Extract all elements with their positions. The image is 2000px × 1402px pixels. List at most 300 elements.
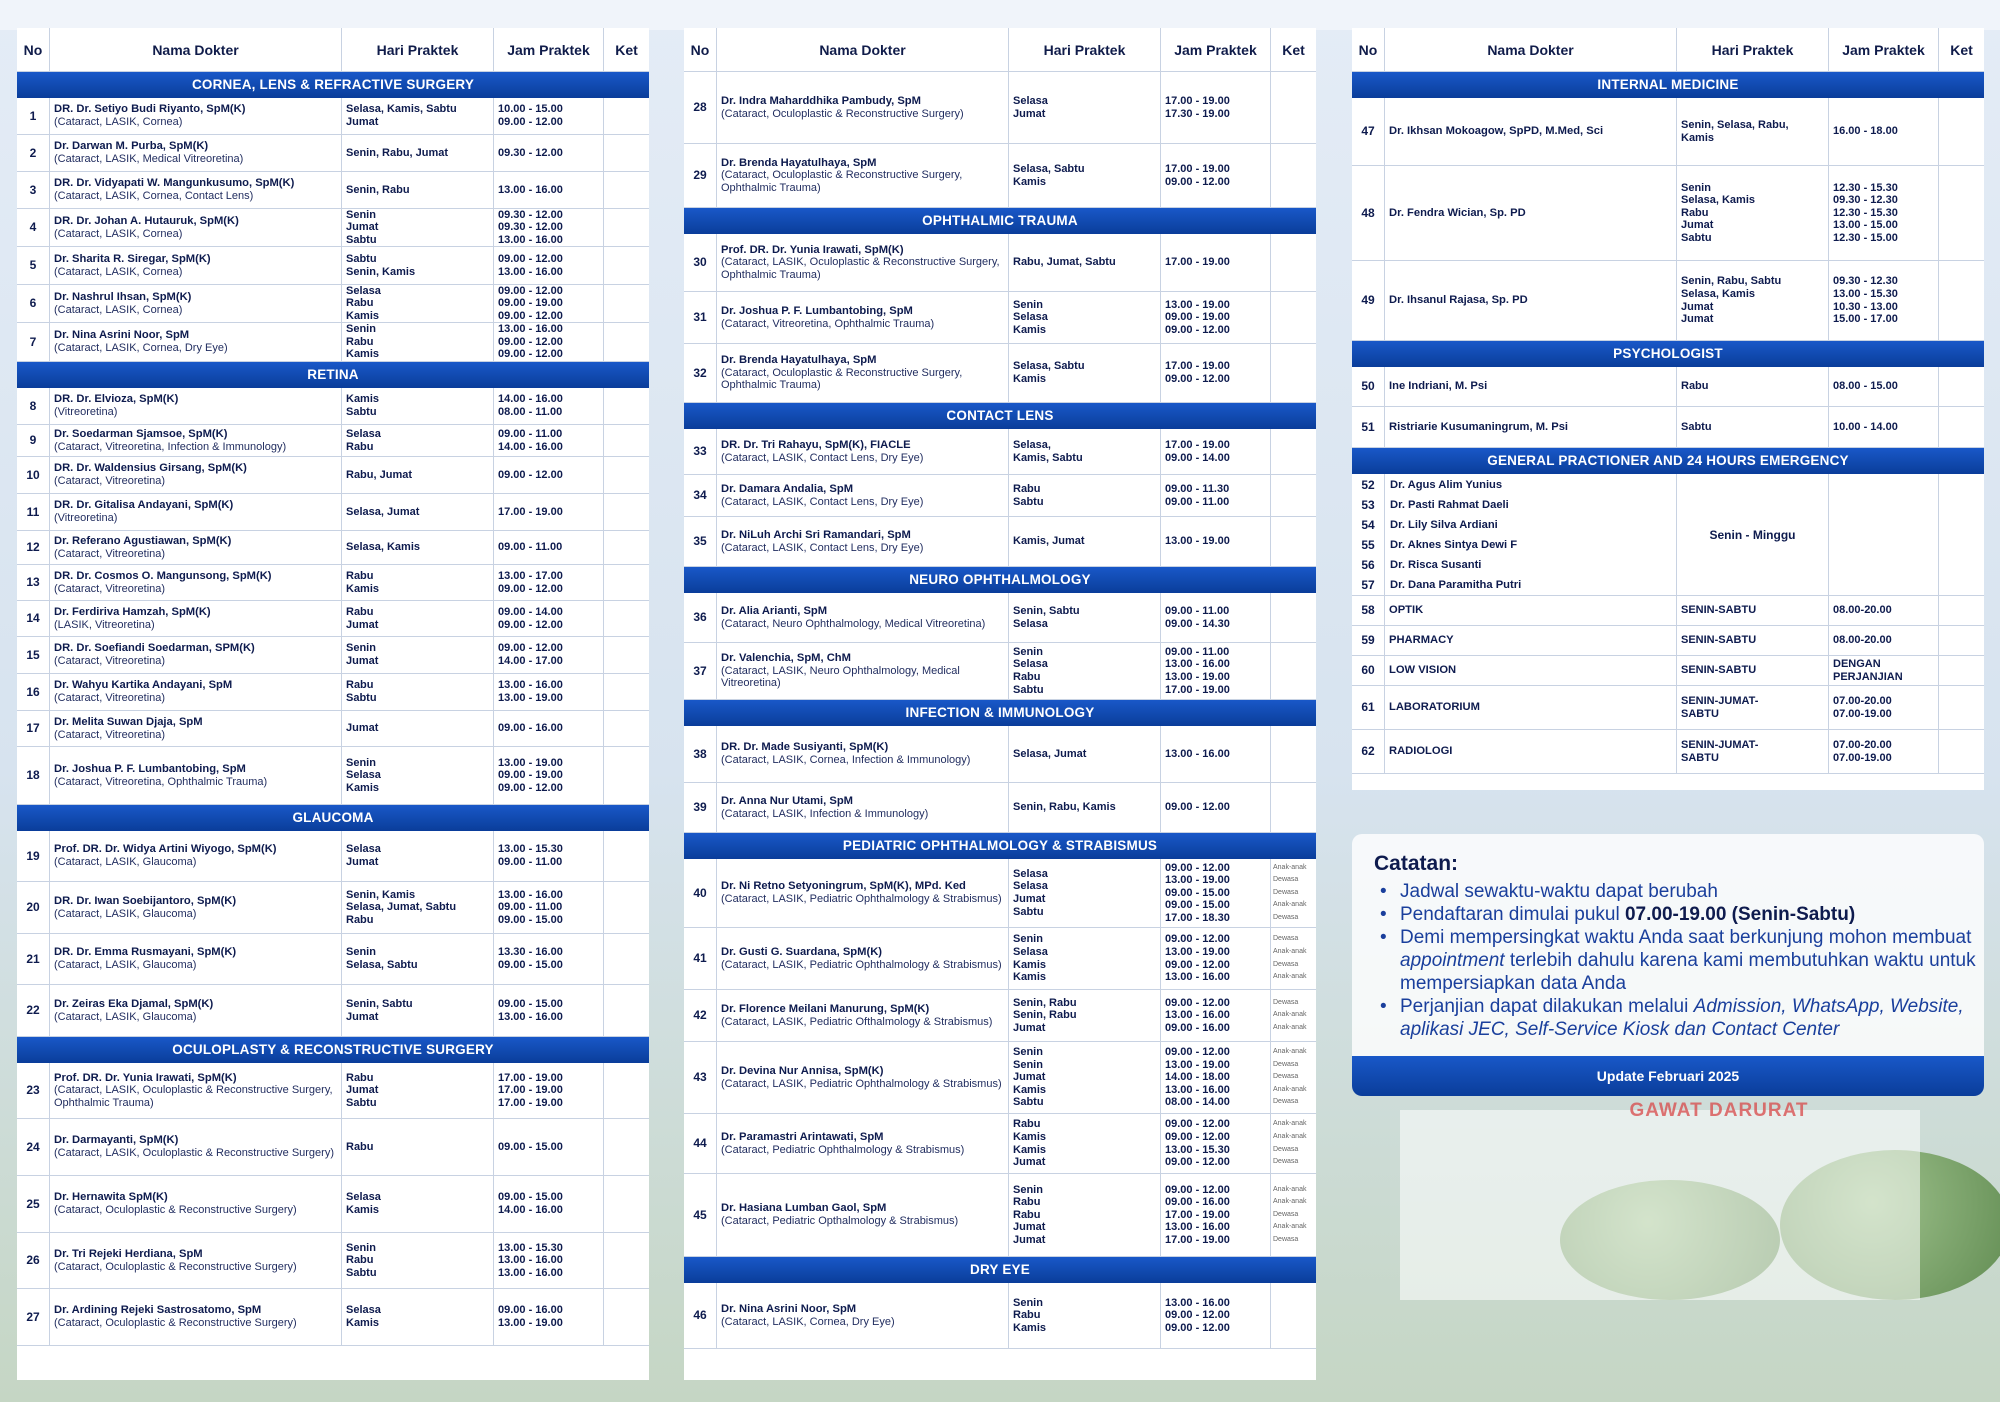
practice-day: Kamis bbox=[346, 1204, 380, 1216]
practice-day: Sabtu bbox=[346, 1266, 377, 1279]
practice-day: Jumat bbox=[1013, 1156, 1046, 1169]
doctor-cell bbox=[50, 531, 342, 564]
note-item bbox=[1374, 880, 1984, 903]
practice-days bbox=[342, 135, 494, 171]
practice-day: Rabu bbox=[346, 569, 374, 582]
note-cell bbox=[604, 882, 649, 933]
practice-day: Kamis bbox=[1013, 971, 1047, 984]
practice-days bbox=[1009, 783, 1161, 832]
doctor-cell bbox=[50, 565, 342, 600]
table-row bbox=[684, 859, 1316, 928]
practice-hour: 17.00 - 18.30 bbox=[1165, 911, 1230, 924]
doctor-cell bbox=[50, 457, 342, 493]
practice-hour: 09.00 - 11.00 bbox=[498, 856, 563, 868]
row-number: 52 bbox=[1361, 477, 1375, 492]
note-cell bbox=[604, 1119, 649, 1175]
table-row bbox=[17, 531, 649, 565]
practice-hour: 13.00 - 16.00 bbox=[1165, 1083, 1230, 1096]
table-row bbox=[684, 783, 1316, 833]
practice-day: Sabtu bbox=[1681, 231, 1712, 244]
practice-hour: 09.00 - 12.00 bbox=[1165, 1156, 1230, 1169]
practice-hour: 09.00 - 15.00 bbox=[498, 959, 563, 971]
practice-day: Jumat bbox=[1681, 313, 1714, 326]
row-number: 28 bbox=[684, 72, 717, 143]
doctor-name: Dr. Lily Silva Ardiani bbox=[1390, 518, 1498, 531]
patient-type: Dewasa bbox=[1273, 888, 1299, 896]
practice-day: Selasa, Jumat bbox=[346, 505, 420, 518]
doctor-cell bbox=[717, 429, 1009, 474]
practice-hours bbox=[1161, 1174, 1271, 1256]
doctor-cell bbox=[50, 247, 342, 284]
practice-hour: 17.00 - 19.00 bbox=[1165, 1233, 1230, 1246]
practice-hours bbox=[494, 1063, 604, 1118]
doctor-cell bbox=[50, 674, 342, 710]
practice-hour: 13.00 - 17.00 bbox=[498, 569, 563, 582]
practice-day: Jumat bbox=[346, 221, 379, 234]
doctor-name: DR. Dr. Emma Rusmayani, SpM(K) bbox=[54, 946, 237, 959]
doctor-name: Prof. DR. Dr. Yunia Irawati, SpM(K) bbox=[54, 1071, 237, 1084]
patient-type: Anak-anak bbox=[1273, 1011, 1307, 1019]
patient-type: Anak-anak bbox=[1273, 1198, 1307, 1206]
table-row bbox=[684, 928, 1316, 990]
practice-hour: 13.00 - 16.00 bbox=[498, 1010, 563, 1023]
doctor-specialty: (Cataract, LASIK, Glaucoma) bbox=[54, 907, 197, 920]
section-header: NEURO OPHTHALMOLOGY bbox=[684, 567, 1316, 593]
doctor-cell bbox=[717, 783, 1009, 832]
practice-day: Kamis bbox=[1013, 1321, 1047, 1334]
doctor-cell bbox=[717, 990, 1009, 1041]
doctor-name: Dr. Nina Asrini Noor, SpM bbox=[721, 1302, 857, 1315]
practice-day: Senin bbox=[1013, 1058, 1043, 1071]
doctor-specialty: (Cataract, Vitreoretina) bbox=[54, 728, 166, 741]
note-cell bbox=[1939, 626, 1984, 655]
practice-hours bbox=[1161, 593, 1271, 642]
practice-day: Senin, Rabu, Sabtu bbox=[1681, 275, 1782, 288]
patient-type: Anak-anak bbox=[1273, 901, 1307, 909]
practice-day: Jumat bbox=[346, 1084, 379, 1097]
doctor-cell bbox=[50, 882, 342, 933]
practice-hour: 14.00 - 16.00 bbox=[498, 393, 563, 406]
section-header: GENERAL PRACTIONER AND 24 HOURS EMERGENCY bbox=[1352, 448, 1984, 474]
practice-days bbox=[1009, 144, 1161, 207]
doctor-name: Dr. Ardining Rejeki Sastrosatomo, SpM bbox=[54, 1304, 262, 1317]
note-cell bbox=[604, 323, 649, 361]
practice-day: Senin, Sabtu bbox=[346, 997, 413, 1010]
doctor-specialty: (Cataract, Oculoplastic & Reconstructive Surgery) bbox=[54, 1317, 297, 1329]
row-number: 34 bbox=[684, 475, 717, 516]
doctor-cell bbox=[1385, 166, 1677, 260]
doctor-cell bbox=[1385, 686, 1677, 729]
practice-hour: 09.00 - 12.00 bbox=[498, 468, 563, 481]
row-number: 42 bbox=[684, 990, 717, 1041]
practice-day: Selasa, Sabtu bbox=[1013, 360, 1085, 373]
table-row bbox=[17, 323, 649, 362]
doctor-name: Dr. Agus Alim Yunius bbox=[1390, 478, 1503, 491]
doctor-cell bbox=[50, 711, 342, 746]
patient-type: Dewasa bbox=[1273, 1158, 1299, 1166]
doctor-specialty: (LASIK, Vitreoretina) bbox=[54, 618, 155, 631]
table-row bbox=[684, 643, 1316, 700]
practice-day: Kamis bbox=[346, 393, 380, 406]
note-cell bbox=[604, 457, 649, 493]
row-number: 54 bbox=[1361, 517, 1375, 532]
note-text: Pendaftaran dimulai pukul bbox=[1400, 904, 1625, 925]
practice-hour: 17.00 - 19.00 bbox=[1165, 94, 1230, 107]
note-cell bbox=[604, 531, 649, 564]
background-building bbox=[1400, 1110, 1920, 1300]
note-cell bbox=[604, 1233, 649, 1288]
row-number: 43 bbox=[684, 1042, 717, 1113]
table-row bbox=[17, 247, 649, 285]
practice-day: SABTU bbox=[1681, 707, 1719, 720]
doctor-name: Dr. Melita Suwan Djaja, SpM bbox=[54, 715, 203, 728]
table-row bbox=[684, 726, 1316, 783]
doctor-cell bbox=[717, 292, 1009, 343]
doctor-name: Dr. Risca Susanti bbox=[1390, 558, 1482, 571]
practice-day: Senin bbox=[1013, 1183, 1043, 1196]
doctor-name: Dr. Florence Meilani Manurung, SpM(K) bbox=[721, 1002, 930, 1015]
practice-hours bbox=[494, 985, 604, 1036]
note-item bbox=[1374, 995, 1984, 1041]
doctor-specialty: (Cataract, LASIK, Contact Lens, Dry Eye) bbox=[721, 541, 924, 554]
practice-hours bbox=[494, 1176, 604, 1232]
practice-hour: 13.00 - 19.00 bbox=[1165, 535, 1230, 548]
practice-hours bbox=[1161, 643, 1271, 699]
practice-hour: 09.00 - 19.00 bbox=[498, 769, 563, 782]
doctor-name: Dr. Wahyu Kartika Andayani, SpM bbox=[54, 679, 233, 692]
practice-hours bbox=[494, 494, 604, 530]
row-number: 45 bbox=[684, 1174, 717, 1256]
practice-day: Sabtu bbox=[346, 252, 377, 265]
practice-days bbox=[1009, 1114, 1161, 1173]
practice-day: Sabtu bbox=[1013, 905, 1044, 918]
table-row bbox=[17, 985, 649, 1037]
practice-day: Sabtu bbox=[1681, 420, 1712, 433]
doctor-name: LABORATORIUM bbox=[1389, 701, 1480, 714]
practice-hour: 09.30 - 12.00 bbox=[498, 208, 563, 221]
practice-day: Senin, Sabtu bbox=[1013, 604, 1080, 617]
practice-hour: 13.00 - 15.30 bbox=[1165, 1143, 1230, 1156]
practice-hour: 13.00 - 16.00 bbox=[498, 1266, 563, 1279]
doctor-cell bbox=[717, 859, 1009, 927]
doctor-cell bbox=[50, 98, 342, 134]
row-number: 22 bbox=[17, 985, 50, 1036]
practice-day: Selasa, Jumat, Sabtu bbox=[346, 901, 457, 914]
practice-day: Selasa bbox=[1013, 617, 1048, 630]
header-jam: Jam Praktek bbox=[494, 28, 604, 71]
practice-hour: 09.00 - 12.00 bbox=[1165, 1046, 1230, 1059]
doctor-name: DR. Dr. Waldensius Girsang, SpM(K) bbox=[54, 462, 247, 475]
practice-hour: 13.00 - 16.00 bbox=[498, 233, 563, 246]
practice-days bbox=[342, 711, 494, 746]
practice-hours bbox=[494, 209, 604, 246]
doctor-name: LOW VISION bbox=[1389, 664, 1457, 677]
practice-day: SENIN-JUMAT- bbox=[1681, 738, 1759, 751]
doctor-specialty: (Cataract, LASIK, Cornea) bbox=[54, 227, 183, 240]
practice-day: Rabu bbox=[346, 297, 374, 310]
practice-day: Kamis bbox=[1013, 1083, 1047, 1096]
practice-day: Senin, Rabu bbox=[1013, 996, 1077, 1009]
practice-day: Senin bbox=[1013, 1046, 1043, 1059]
doctor-cell bbox=[50, 1289, 342, 1345]
section-header: PSYCHOLOGIST bbox=[1352, 341, 1984, 367]
row-number: 7 bbox=[17, 323, 50, 361]
practice-day: Senin, Rabu, Kamis bbox=[1013, 801, 1116, 814]
doctor-name: Dr. Hernawita SpM(K) bbox=[54, 1191, 168, 1204]
practice-hour: 17.00 - 19.00 bbox=[498, 505, 563, 518]
practice-days bbox=[342, 531, 494, 564]
section-header: DRY EYE bbox=[684, 1257, 1316, 1283]
practice-day: Selasa, Kamis, Sabtu bbox=[346, 103, 457, 116]
practice-day: Rabu bbox=[1013, 1118, 1041, 1131]
row-number: 47 bbox=[1352, 98, 1385, 165]
practice-hour: 09.00 - 14.30 bbox=[1165, 617, 1230, 630]
practice-hours bbox=[494, 674, 604, 710]
practice-hours bbox=[1161, 859, 1271, 927]
practice-hour: 09.00 - 11.00 bbox=[1165, 495, 1230, 508]
practice-days bbox=[342, 934, 494, 984]
doctor-name: Dr. Tri Rejeki Herdiana, SpM bbox=[54, 1247, 203, 1260]
practice-day: Rabu bbox=[1013, 1309, 1041, 1322]
note-text-italic: Admission, WhatsApp, Website, aplikasi JEC, Self-Service Kiosk dan Contact Center bbox=[1400, 996, 1964, 1040]
doctor-specialty: (Cataract, Pediatric Opthalmology & Strabismus) bbox=[721, 1215, 959, 1227]
practice-hour: 13.00 - 15.30 bbox=[1833, 287, 1898, 300]
section-header: INTERNAL MEDICINE bbox=[1352, 72, 1984, 98]
row-number: 14 bbox=[17, 601, 50, 636]
doctor-specialty: (Cataract, LASIK, Cornea, Contact Lens) bbox=[54, 190, 254, 202]
practice-hour: 09.30 - 12.00 bbox=[498, 146, 563, 159]
note-cell bbox=[604, 565, 649, 600]
practice-hour: 09.00 - 15.00 bbox=[498, 913, 563, 926]
practice-day: Kamis bbox=[1013, 958, 1047, 971]
practice-hour: 07.00-19.00 bbox=[1833, 751, 1892, 764]
practice-day: Selasa bbox=[346, 769, 381, 782]
table-row bbox=[17, 388, 649, 425]
section-header: CONTACT LENS bbox=[684, 403, 1316, 429]
doctor-cell bbox=[1385, 261, 1677, 340]
practice-hours bbox=[494, 388, 604, 424]
practice-days bbox=[1009, 344, 1161, 402]
table-row bbox=[17, 711, 649, 747]
header-ket: Ket bbox=[615, 41, 638, 58]
row-number: 2 bbox=[17, 135, 50, 171]
practice-hour: 09.00 - 14.00 bbox=[498, 605, 563, 618]
practice-hour: 13.00 - 16.00 bbox=[498, 888, 563, 901]
row-number: 13 bbox=[17, 565, 50, 600]
practice-day: Senin bbox=[1013, 1296, 1043, 1309]
row-number: 37 bbox=[684, 643, 717, 699]
practice-hour: 09.00 - 11.00 bbox=[1165, 604, 1230, 617]
table-row bbox=[684, 1042, 1316, 1114]
doctor-specialty: (Cataract, Vitreoretina) bbox=[54, 547, 166, 560]
practice-day: Jumat bbox=[1013, 1071, 1046, 1084]
practice-hour: 09.00 - 12.00 bbox=[1165, 958, 1230, 971]
practice-day: SABTU bbox=[1681, 751, 1719, 764]
note-cell bbox=[604, 601, 649, 636]
practice-hour: 09.00 - 11.00 bbox=[498, 901, 563, 914]
practice-day: Senin bbox=[346, 323, 376, 336]
practice-hour: 13.00 - 16.00 bbox=[498, 323, 563, 336]
table-row bbox=[17, 1289, 649, 1346]
practice-day: SENIN-SABTU bbox=[1681, 604, 1757, 617]
doctor-specialty: (Cataract, Neuro Ophthalmology, Medical Vitreoretina) bbox=[721, 617, 986, 630]
doctor-name: Dr. Joshua P. F. Lumbantobing, SpM bbox=[54, 762, 246, 775]
note-text-italic: appointment bbox=[1400, 950, 1505, 971]
doctor-specialty: (Cataract, LASIK, Pediatric Ofthalmology & Strabismus) bbox=[721, 1015, 993, 1028]
doctor-specialty: (Cataract, Vitreoretina, Infection & Immunology) bbox=[54, 440, 287, 453]
doctor-specialty: (Cataract, LASIK, Neuro Ophthalmology, Medical Vitreoretina) bbox=[721, 664, 960, 690]
section-header: OCULOPLASTY & RECONSTRUCTIVE SURGERY bbox=[17, 1037, 649, 1063]
practice-hours bbox=[494, 425, 604, 456]
practice-day: Kamis, Sabtu bbox=[1013, 451, 1083, 464]
practice-hours bbox=[1161, 1114, 1271, 1173]
doctor-name: Dr. Hasiana Lumban Gaol, SpM bbox=[721, 1202, 887, 1215]
doctor-name: Dr. Sharita R. Siregar, SpM(K) bbox=[54, 252, 211, 265]
doctor-name: Dr. Referano Agustiawan, SpM(K) bbox=[54, 534, 232, 547]
practice-day: Selasa bbox=[1013, 945, 1048, 958]
practice-day: Senin bbox=[346, 756, 376, 769]
practice-hour: 13.00 - 16.00 bbox=[498, 679, 563, 692]
note-cell bbox=[1939, 686, 1984, 729]
doctor-cell bbox=[50, 934, 342, 984]
practice-hours bbox=[494, 247, 604, 284]
note-cell bbox=[604, 135, 649, 171]
notes-title: Catatan: bbox=[1374, 852, 1459, 875]
note-cell bbox=[604, 1063, 649, 1118]
table-row bbox=[684, 72, 1316, 144]
practice-day: Jumat bbox=[1013, 1233, 1046, 1246]
practice-hour: 08.00-20.00 bbox=[1833, 634, 1892, 647]
practice-day: Jumat bbox=[1013, 1021, 1046, 1034]
practice-days bbox=[1677, 166, 1829, 260]
patient-type: Dewasa bbox=[1273, 1098, 1299, 1106]
practice-day: Sabtu bbox=[346, 692, 377, 704]
practice-hours bbox=[1161, 990, 1271, 1041]
practice-hours bbox=[1161, 928, 1271, 989]
practice-day: Kamis bbox=[1013, 373, 1047, 385]
note-cell bbox=[604, 285, 649, 322]
practice-days bbox=[1009, 1174, 1161, 1256]
note-cell bbox=[1271, 1114, 1316, 1173]
doctor-cell bbox=[717, 72, 1009, 143]
practice-days bbox=[1677, 98, 1829, 165]
practice-day: Senin bbox=[1013, 298, 1043, 311]
practice-hour: 15.00 - 17.00 bbox=[1833, 313, 1898, 326]
doctor-specialty: (Cataract, LASIK, Cornea, Infection & Immunology) bbox=[721, 754, 971, 766]
practice-days bbox=[1677, 261, 1829, 340]
practice-hours bbox=[494, 831, 604, 881]
note-cell bbox=[1271, 1042, 1316, 1113]
doctor-specialty: (Cataract, LASIK, Oculoplastic & Reconstructive Surgery, Ophthalmic Trauma) bbox=[721, 256, 1000, 281]
row-number: 41 bbox=[684, 928, 717, 989]
note-cell bbox=[1271, 859, 1316, 927]
update-banner: Update Februari 2025 bbox=[1352, 1056, 1984, 1096]
practice-days bbox=[1009, 643, 1161, 699]
note-cell bbox=[1271, 1174, 1316, 1256]
row-number: 19 bbox=[17, 831, 50, 881]
doctor-specialty: (Cataract, Vitreoretina) bbox=[54, 655, 166, 667]
doctor-name: DR. Dr. Vidyapati W. Mangunkusumo, SpM(K) bbox=[54, 177, 295, 190]
note-cell bbox=[604, 172, 649, 208]
row-number: 50 bbox=[1352, 367, 1385, 406]
table-row bbox=[17, 285, 649, 323]
doctor-specialty: (Cataract, LASIK, Pediatric Ophthalmology & Strabismus) bbox=[721, 1077, 1002, 1090]
header-hari: Hari Praktek bbox=[1009, 28, 1161, 71]
practice-days bbox=[342, 323, 494, 361]
practice-days bbox=[1677, 730, 1829, 773]
doctor-cell bbox=[50, 209, 342, 246]
doctor-cell bbox=[50, 985, 342, 1036]
practice-day: Rabu bbox=[346, 335, 374, 348]
note-cell bbox=[1271, 475, 1316, 516]
doctor-specialty: (Cataract, Vitreoretina) bbox=[54, 582, 166, 595]
note-cell bbox=[604, 388, 649, 424]
row-number: 1 bbox=[17, 98, 50, 134]
practice-hour: 09.00 - 12.00 bbox=[498, 309, 563, 322]
practice-day: Rabu bbox=[346, 440, 374, 453]
practice-day: Senin, Rabu bbox=[346, 183, 410, 196]
practice-days bbox=[1677, 656, 1829, 685]
doctor-cell bbox=[717, 344, 1009, 402]
doctor-cell bbox=[1385, 407, 1677, 447]
practice-hour: 13.30 - 16.00 bbox=[498, 946, 563, 959]
practice-hour: 08.00 - 15.00 bbox=[1833, 380, 1898, 393]
practice-hour: 07.00-20.00 bbox=[1833, 694, 1892, 707]
practice-day: Jumat bbox=[346, 856, 379, 868]
doctor-cell bbox=[717, 1114, 1009, 1173]
row-number: 46 bbox=[684, 1283, 717, 1348]
practice-days bbox=[342, 285, 494, 322]
doctor-name: PHARMACY bbox=[1389, 634, 1454, 647]
practice-days bbox=[1677, 367, 1829, 406]
doctor-cell bbox=[717, 726, 1009, 782]
practice-day: Rabu bbox=[1013, 671, 1041, 683]
practice-hour: 09.00 - 12.00 bbox=[1165, 933, 1230, 946]
practice-hour: 13.00 - 16.00 bbox=[498, 265, 563, 278]
table-row bbox=[17, 494, 649, 531]
doctor-specialty: (Cataract, LASIK, Pediatric Ophthalmology & Strabismus) bbox=[721, 893, 1002, 905]
notes-panel bbox=[1352, 834, 1984, 1096]
doctor-specialty: (Cataract, LASIK, Oculoplastic & Reconstructive Surgery, Ophthalmic Trauma) bbox=[54, 1084, 333, 1109]
doctor-cell bbox=[717, 643, 1009, 699]
row-number: 40 bbox=[684, 859, 717, 927]
practice-hour: 13.00 - 19.00 bbox=[498, 1317, 563, 1329]
doctor-cell bbox=[50, 285, 342, 322]
doctor-cell bbox=[717, 475, 1009, 516]
row-number: 49 bbox=[1352, 261, 1385, 340]
practice-hour: 09.00 - 12.00 bbox=[1165, 996, 1230, 1009]
practice-day: Jumat bbox=[1013, 107, 1046, 120]
table-row bbox=[17, 674, 649, 711]
table-row bbox=[17, 1119, 649, 1176]
practice-hours bbox=[1829, 596, 1939, 625]
practice-day: Selasa, Sabtu bbox=[1013, 162, 1085, 175]
doctor-cell bbox=[717, 593, 1009, 642]
practice-day: Senin bbox=[346, 642, 376, 655]
patient-type: Anak-anak bbox=[1273, 1048, 1307, 1056]
practice-hour: 09.00 - 12.00 bbox=[1165, 1130, 1230, 1143]
row-number: 32 bbox=[684, 344, 717, 402]
practice-days bbox=[342, 98, 494, 134]
doctor-name: DR. Dr. Cosmos O. Mangunsong, SpM(K) bbox=[54, 569, 272, 582]
note-cell bbox=[604, 98, 649, 134]
doctor-specialty: (Cataract, Oculoplastic & Reconstructive Surgery) bbox=[721, 107, 964, 120]
practice-days bbox=[342, 985, 494, 1036]
note-cell bbox=[1271, 144, 1316, 207]
section-header: INFECTION & IMMUNOLOGY bbox=[684, 700, 1316, 726]
note-cell bbox=[604, 831, 649, 881]
table-row bbox=[17, 1176, 649, 1233]
